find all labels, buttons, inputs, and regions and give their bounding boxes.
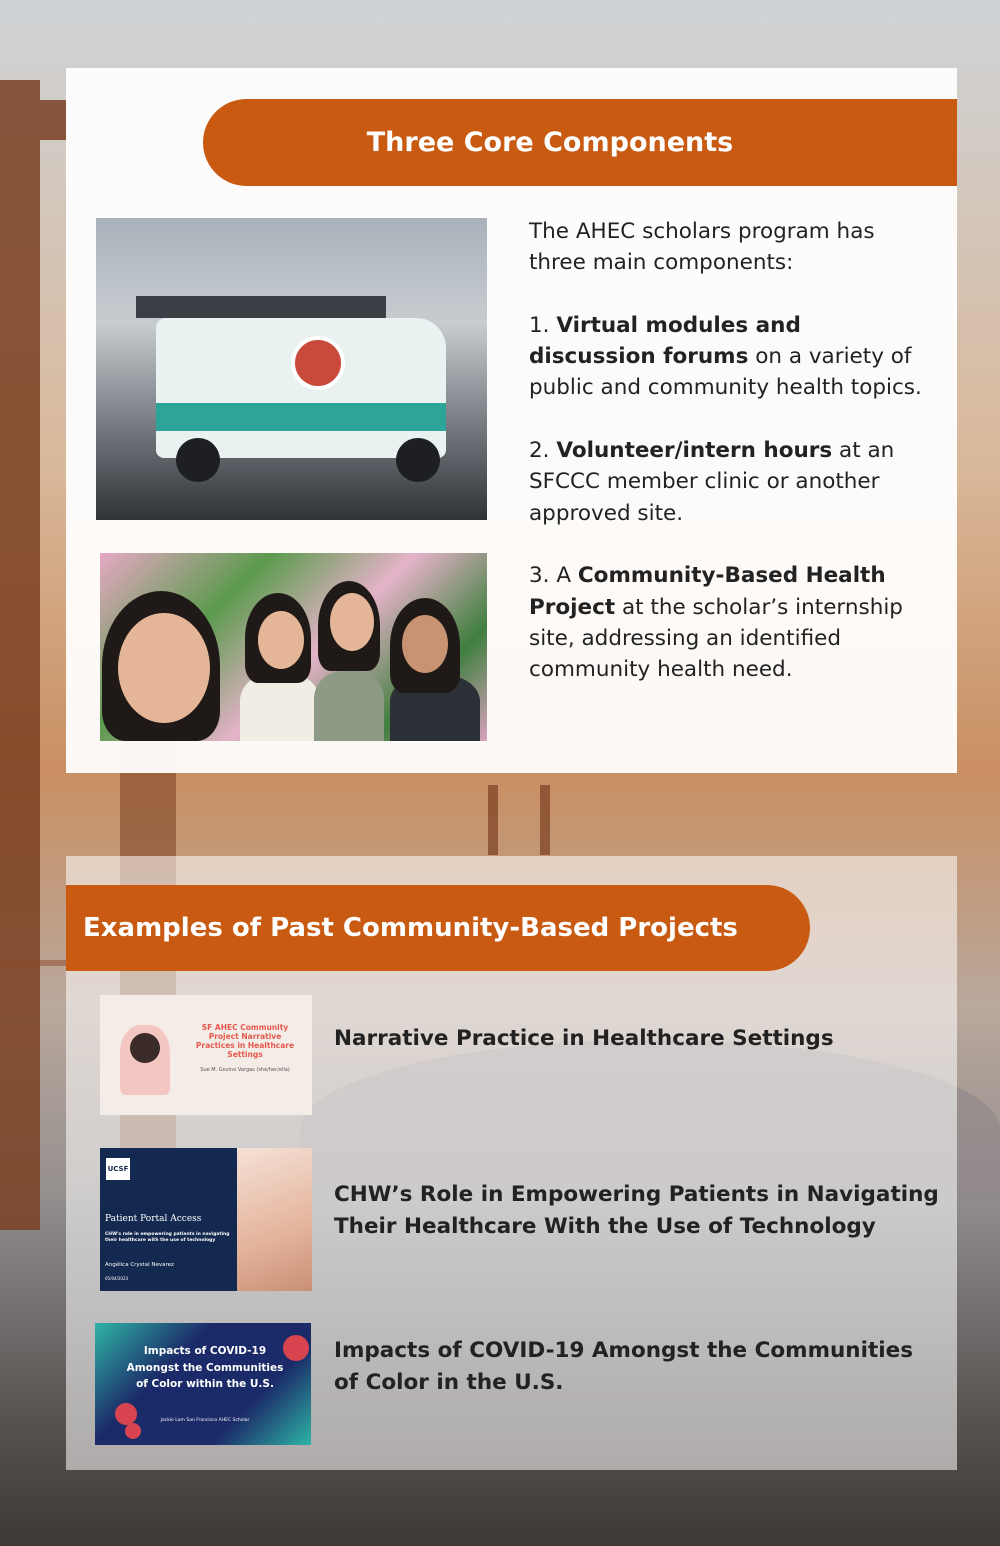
thumbnail-author: Sue M. Govino Vargas (she/her/ella) xyxy=(200,1067,290,1073)
illustration-head xyxy=(130,1033,160,1063)
component-item-3 xyxy=(529,560,924,685)
project-title-covid: Impacts of COVID-19 Amongst the Communities of Color in the U.S. xyxy=(334,1338,913,1395)
component-number: 2. xyxy=(529,438,550,464)
van-wheel xyxy=(396,438,440,482)
ucsf-logo: UCSF xyxy=(106,1158,130,1180)
component-description: at the scholar’s internship site, addressing an identified community health need. xyxy=(529,594,903,683)
bridge-tower-crossbeam xyxy=(40,100,66,140)
person-shirt xyxy=(314,671,384,741)
van-wheel xyxy=(176,438,220,482)
bridge-tower-left xyxy=(0,80,40,1230)
person-face xyxy=(118,613,210,723)
component-highlight: Volunteer/intern hours xyxy=(556,438,833,464)
virus-icon xyxy=(283,1335,309,1361)
core-components-title: Three Core Components xyxy=(366,127,734,158)
thumbnail-author: Angélica Crystal Nevarez xyxy=(105,1262,174,1268)
component-item-1 xyxy=(529,310,924,404)
project-title-narrative: Narrative Practice in Healthcare Settings xyxy=(334,1026,834,1051)
virus-icon xyxy=(125,1423,141,1439)
person-shirt xyxy=(240,673,320,741)
thumbnail-heading: SF AHEC Community Project Narrative Practices in Healthcare Settings xyxy=(195,1023,295,1059)
heart-logo-icon xyxy=(291,336,345,390)
bridge-tower-far-left xyxy=(488,785,498,855)
core-components-text xyxy=(529,216,924,717)
past-projects-banner xyxy=(66,885,810,971)
van-stripe xyxy=(156,403,446,431)
person-face xyxy=(330,593,374,651)
van-body xyxy=(156,318,446,458)
thumbnail-heading: Impacts of COVID-19 Amongst the Communities of Color within the U.S. xyxy=(126,1345,284,1390)
component-number: 1. xyxy=(529,312,550,338)
bridge-tower-far-right xyxy=(540,785,550,855)
scholars-group-photo xyxy=(100,553,487,741)
mobile-clinic-photo xyxy=(96,218,487,520)
thumbnail-heading: Patient Portal Access xyxy=(105,1214,202,1224)
van-awning xyxy=(136,296,386,318)
component-highlight: Community-Based Health Project xyxy=(529,563,886,620)
thumbnail-date: 05/04/2023 xyxy=(105,1276,129,1281)
component-number: 3. A xyxy=(529,563,572,589)
component-description: on a variety of public and community health topics. xyxy=(529,344,922,401)
component-description: at an SFCCC member clinic or another approved site. xyxy=(529,438,895,526)
component-highlight: Virtual modules and discussion forums xyxy=(529,312,801,370)
person-face xyxy=(258,611,304,669)
project-thumbnail-patient-portal xyxy=(100,1148,312,1291)
project-thumbnail-covid xyxy=(95,1323,311,1445)
past-projects-title: Examples of Past Community-Based Projects xyxy=(83,913,738,943)
project-thumbnail-narrative xyxy=(100,995,312,1115)
intro-paragraph: The AHEC scholars program has three main components: xyxy=(529,219,875,276)
bridge-deck xyxy=(0,960,66,966)
component-item-2 xyxy=(529,435,924,529)
project-title-chw: CHW’s Role in Empowering Patients in Navigating Their Healthcare With the Use of Technology xyxy=(334,1182,939,1239)
person-face xyxy=(402,615,448,673)
thumbnail-subtitle: CHW's role in empowering patients in navigating their healthcare with the use of technology xyxy=(105,1232,230,1243)
core-components-banner xyxy=(203,99,957,186)
hands-photo xyxy=(237,1148,312,1291)
thumbnail-author: Jackie Lam San Francisco AHEC Scholar xyxy=(160,1418,250,1423)
